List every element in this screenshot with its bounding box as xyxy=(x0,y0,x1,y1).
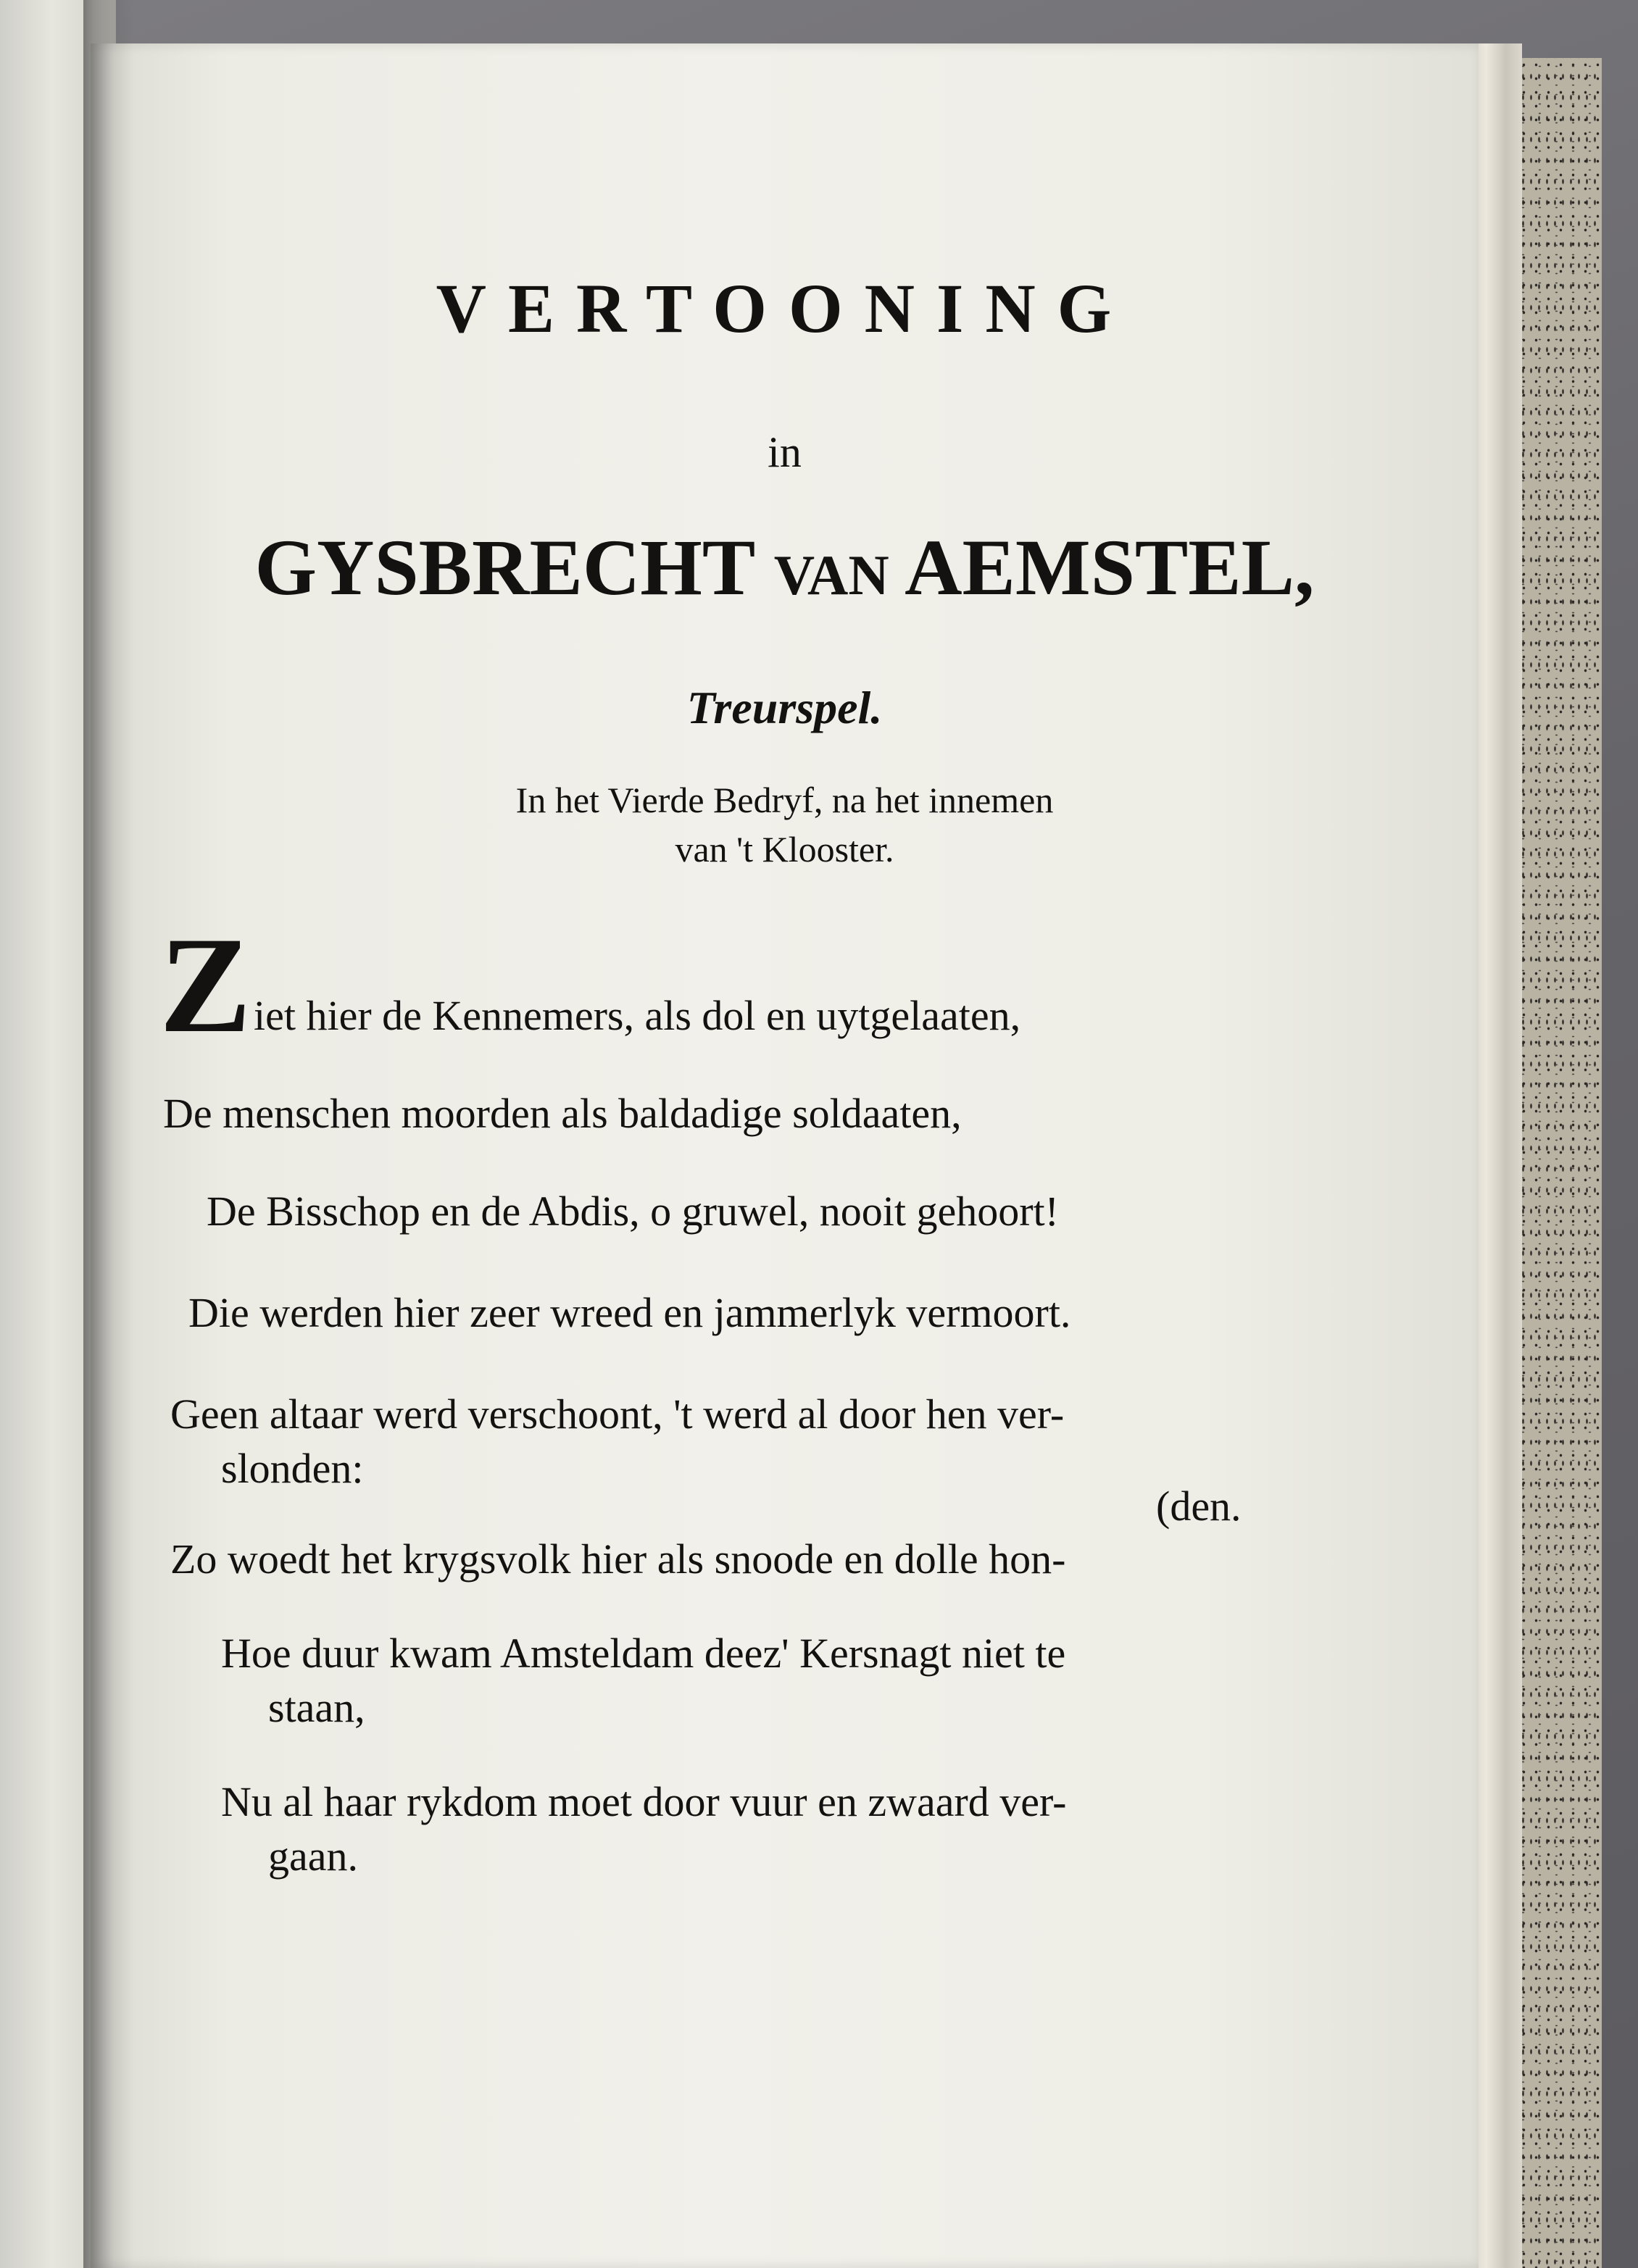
poem-line-4: Die werden hier zeer wreed en jammerlyk vermoort. xyxy=(188,1289,1071,1336)
book-page xyxy=(91,43,1479,2268)
poem-line-6: Zo woedt het krygsvolk hier als snoode en dolle hon- xyxy=(170,1535,1066,1583)
genre-label: Treurspel. xyxy=(686,682,883,733)
scene-note-line-2: van 't Klooster. xyxy=(675,829,894,870)
catchword: (den. xyxy=(1156,1483,1242,1530)
poem-line-5: Geen altaar werd verschoont, 't werd al door hen ver- xyxy=(170,1391,1065,1438)
page-heading: VERTOONING xyxy=(436,270,1134,347)
poem-line-5-continuation: slonden: xyxy=(221,1445,364,1492)
poem-line-8: Nu al haar rykdom moet door vuur en zwaard ver- xyxy=(221,1778,1067,1825)
play-title-van: VAN xyxy=(773,543,889,606)
poem-line-1: iet hier de Kennemers, als dol en uytgelaaten, xyxy=(254,992,1021,1039)
gutter-shadow xyxy=(83,0,134,2268)
poem-line-2: De menschen moorden als baldadige soldaaten, xyxy=(163,1090,962,1137)
scene-note-line-1: In het Vierde Bedryf, na het innemen xyxy=(515,780,1054,820)
poem-line-8-continuation: gaan. xyxy=(268,1833,358,1880)
drop-initial: Z xyxy=(159,909,251,1062)
poem-line-7: Hoe duur kwam Amsteldam deez' Kersnagt niet te xyxy=(221,1630,1066,1677)
page-heading-in: in xyxy=(768,428,802,476)
poem-line-3: De Bisschop en de Abdis, o gruwel, nooit gehoort! xyxy=(207,1188,1059,1235)
poem-line-7-continuation: staan, xyxy=(268,1684,365,1731)
play-title-name: AEMSTEL, xyxy=(905,523,1315,612)
play-title-main: GYSBRECHT xyxy=(254,523,754,612)
scene-note xyxy=(91,775,1479,874)
play-title xyxy=(91,522,1479,614)
